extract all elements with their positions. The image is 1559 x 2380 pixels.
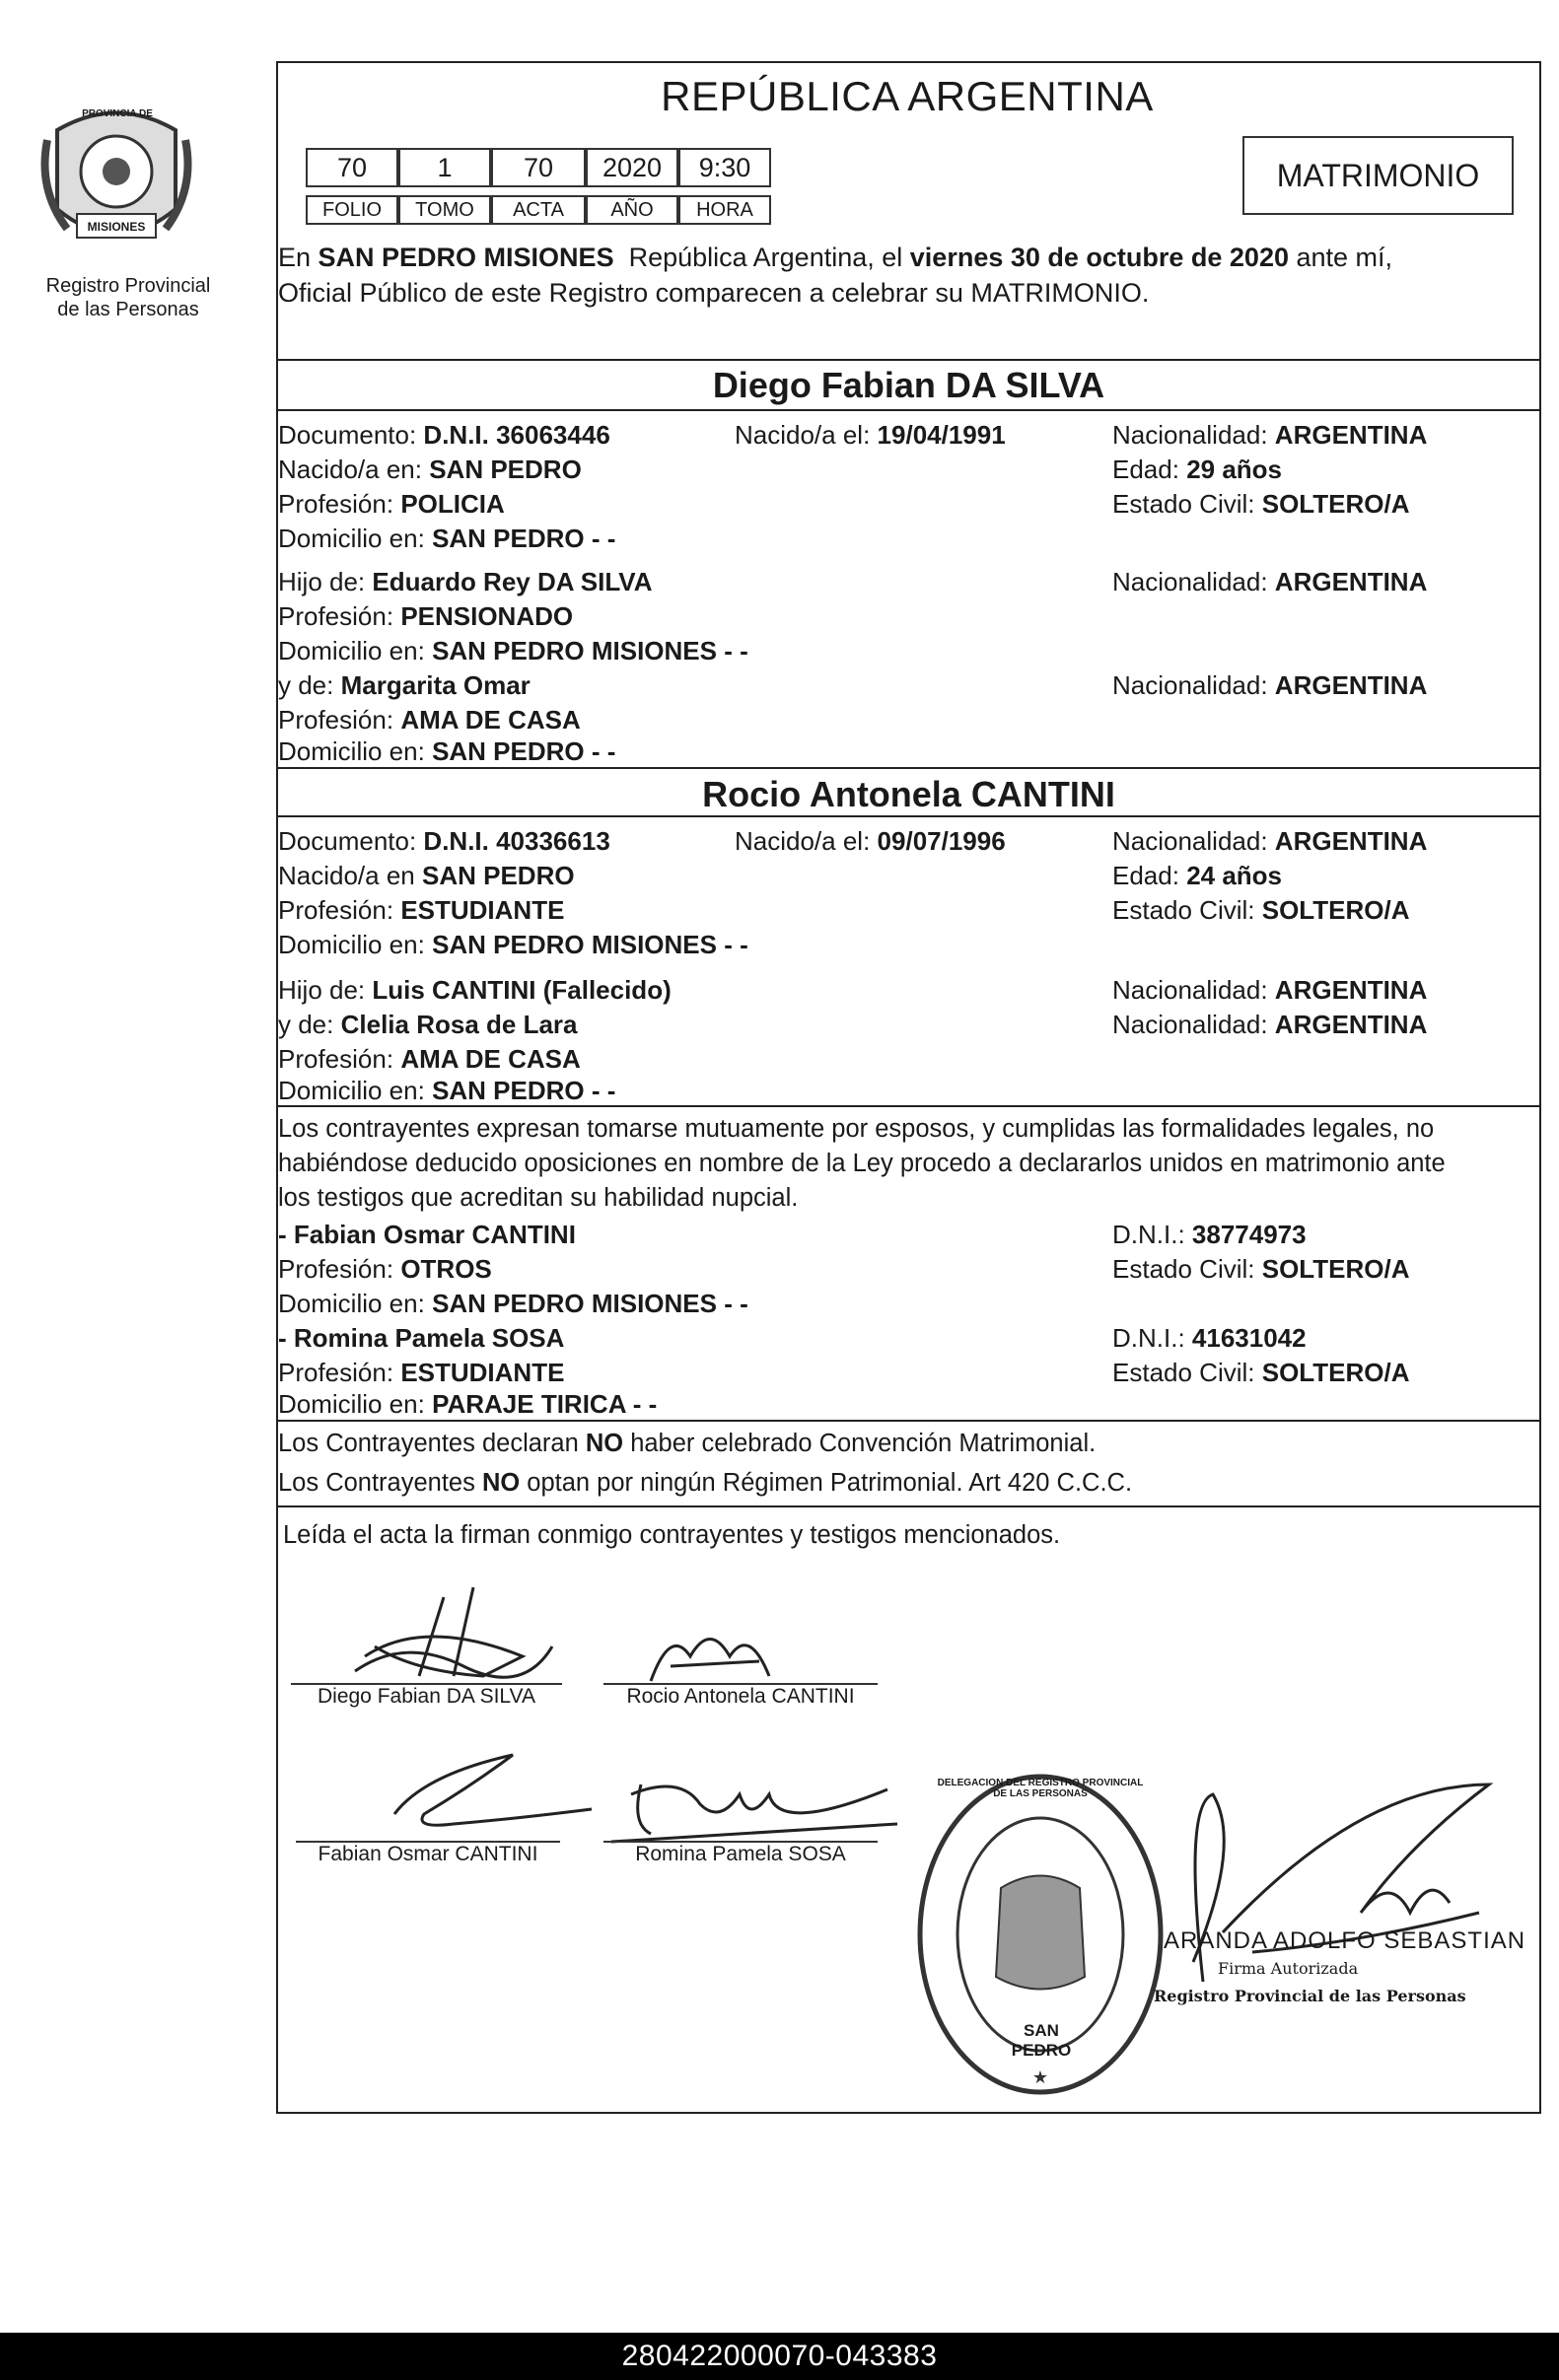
witness1-signature: [365, 1735, 602, 1834]
field-value: ESTUDIANTE: [400, 1358, 565, 1387]
folio-label: FOLIO: [306, 195, 398, 225]
groom-civil-status: [1112, 487, 1409, 521]
field-value: PARAJE TIRICA - -: [432, 1389, 658, 1419]
field-value: Margarita Omar: [340, 670, 531, 700]
witness1-profession: [278, 1252, 492, 1286]
bride-documento: [278, 824, 610, 858]
field-label: Nacido/a en:: [278, 455, 422, 484]
field-value: ARGENTINA: [1274, 826, 1428, 856]
intro-place: SAN PEDRO MISIONES: [318, 243, 614, 272]
act-type-box: MATRIMONIO: [1242, 136, 1514, 215]
witness2-signature-label: Romina Pamela SOSA: [635, 1843, 846, 1865]
intro-text: ante mí,: [1288, 243, 1393, 272]
field-label: Domicilio en:: [278, 930, 425, 959]
field-value: 41631042: [1191, 1323, 1307, 1353]
field-value: SAN PEDRO MISIONES - -: [432, 930, 748, 959]
field-value: SOLTERO/A: [1261, 489, 1410, 519]
bride-signature: [631, 1617, 789, 1691]
bride-father-nationality: [1112, 973, 1427, 1007]
groom-age: [1112, 453, 1282, 486]
field-label: Domicilio en:: [278, 1289, 425, 1318]
hora-value: 9:30: [678, 148, 771, 187]
field-value: SOLTERO/A: [1261, 1358, 1410, 1387]
country-title: REPÚBLICA ARGENTINA: [661, 73, 1154, 119]
field-label: Nacido/a el:: [735, 826, 871, 856]
witness1-dni: [1112, 1218, 1307, 1251]
witness2-civil-status: [1112, 1356, 1409, 1389]
witness1-name: - Fabian Osmar CANTINI: [278, 1220, 576, 1249]
convention-line2: [278, 1466, 1132, 1500]
field-label: Nacionalidad:: [1112, 1010, 1268, 1039]
convention-text: optan por ningún Régimen Patrimonial. Art 420 C.C.C.: [520, 1469, 1133, 1497]
field-value: AMA DE CASA: [400, 705, 581, 735]
field-label: Estado Civil:: [1112, 895, 1255, 925]
field-value: ARGENTINA: [1274, 670, 1428, 700]
declaration-line2: habiéndose deducido oposiciones en nombre de la Ley procedo a declararlos unidos en matrimonio ante: [278, 1150, 1446, 1177]
field-label: Nacionalidad:: [1112, 975, 1268, 1005]
stamp-ring-text: DELEGACION DEL REGISTRO PROVINCIAL DE LAS PERSONAS: [937, 1778, 1144, 1799]
bride-mother-nationality: [1112, 1008, 1427, 1041]
field-label: Profesión:: [278, 1358, 394, 1387]
intro-line1: [278, 241, 1392, 274]
bride-mother: [278, 1008, 578, 1041]
field-label: Hijo de:: [278, 975, 366, 1005]
field-label: Nacionalidad:: [1112, 826, 1268, 856]
field-value: D.N.I. 36063446: [423, 420, 610, 450]
witness1-civil-status: [1112, 1252, 1409, 1286]
field-value: SAN PEDRO - -: [432, 524, 616, 553]
convention-line1: [278, 1427, 1096, 1460]
bride-civil-status: [1112, 893, 1409, 927]
witness1-signature-label: Fabian Osmar CANTINI: [318, 1843, 538, 1865]
stamp-inner-text: SAN PEDRO: [1011, 2021, 1072, 2060]
registry-logo: [37, 101, 195, 258]
bride-profession: [278, 893, 564, 927]
groom-birthdate: [735, 418, 1006, 452]
divider: [276, 815, 1541, 817]
document-code: 280422000070-043383: [0, 2333, 1559, 2380]
field-label: Profesión:: [278, 705, 394, 735]
field-value: SAN PEDRO: [429, 455, 582, 484]
field-label: Edad:: [1112, 455, 1179, 484]
groom-birthplace: [278, 453, 582, 486]
divider: [276, 409, 1541, 411]
field-label: Documento:: [278, 420, 417, 450]
field-label: Estado Civil:: [1112, 1358, 1255, 1387]
field-value: PENSIONADO: [400, 601, 574, 631]
field-label: Domicilio en:: [278, 636, 425, 665]
official-title: Firma Autorizada: [1218, 1959, 1359, 1978]
official-stamp: [912, 1770, 1169, 2100]
intro-date: viernes 30 de octubre de 2020: [909, 243, 1289, 272]
field-value: SOLTERO/A: [1261, 1254, 1410, 1284]
field-value: POLICIA: [400, 489, 505, 519]
field-value: 24 años: [1186, 861, 1283, 890]
field-label: Nacido/a el:: [735, 420, 871, 450]
field-label: Nacido/a en: [278, 861, 415, 890]
field-value: OTROS: [400, 1254, 492, 1284]
convention-text: Los Contrayentes: [278, 1469, 482, 1497]
groom-father: [278, 565, 653, 598]
folio-value: 70: [306, 148, 398, 187]
logo-bottom-text: MISIONES: [87, 220, 146, 234]
field-value: ESTUDIANTE: [400, 895, 565, 925]
bride-signature-label: Rocio Antonela CANTINI: [626, 1685, 855, 1708]
field-value: SAN PEDRO MISIONES - -: [432, 636, 748, 665]
convention-emphasis: NO: [481, 1469, 521, 1497]
field-label: Estado Civil:: [1112, 489, 1255, 519]
registry-caption-line2: de las Personas: [57, 299, 199, 320]
groom-name: Diego Fabian DA SILVA: [712, 365, 1105, 405]
acta-value: 70: [491, 148, 586, 187]
field-value: Luis CANTINI (Fallecido): [372, 975, 672, 1005]
groom-mother-address: [278, 737, 615, 765]
groom-father-nationality: [1112, 565, 1427, 598]
witness2-name: - Romina Pamela SOSA: [278, 1323, 565, 1353]
bride-age: [1112, 859, 1282, 892]
tomo-value: 1: [398, 148, 491, 187]
divider: [276, 359, 1541, 361]
intro-text: En: [278, 243, 319, 272]
field-label: Documento:: [278, 826, 417, 856]
official-name: ARANDA ADOLFO SEBASTIAN: [1164, 1927, 1526, 1954]
field-value: AMA DE CASA: [400, 1044, 581, 1074]
groom-signature: [325, 1577, 582, 1686]
official-office: Registro Provincial de las Personas: [1154, 1987, 1466, 2005]
groom-father-profession: [278, 599, 573, 633]
field-label: Hijo de:: [278, 567, 366, 596]
logo-top-text: PROVINCIA DE: [82, 108, 153, 119]
field-value: SAN PEDRO MISIONES - -: [432, 1289, 748, 1318]
witness2-dni: [1112, 1321, 1307, 1355]
field-value: ARGENTINA: [1274, 567, 1428, 596]
divider: [276, 1420, 1541, 1422]
field-label: Edad:: [1112, 861, 1179, 890]
intro-text: República Argentina, el: [613, 243, 910, 272]
bride-nationality: [1112, 824, 1427, 858]
field-value: ARGENTINA: [1274, 420, 1428, 450]
declaration-line3: los testigos que acreditan su habilidad nupcial.: [278, 1184, 799, 1212]
field-label: Domicilio en:: [278, 1076, 425, 1105]
field-label: Profesión:: [278, 1044, 394, 1074]
groom-mother: [278, 668, 531, 702]
bride-birthplace: [278, 859, 575, 892]
field-value: SAN PEDRO - -: [432, 1076, 616, 1105]
bride-address: [278, 928, 748, 961]
svg-text:★: ★: [1031, 2067, 1049, 2088]
groom-mother-nationality: [1112, 668, 1427, 702]
convention-emphasis: NO: [585, 1430, 624, 1457]
field-label: D.N.I.:: [1112, 1220, 1185, 1249]
field-label: y de:: [278, 670, 334, 700]
field-label: Profesión:: [278, 601, 394, 631]
groom-profession: [278, 487, 505, 521]
field-label: Estado Civil:: [1112, 1254, 1255, 1284]
field-value: ARGENTINA: [1274, 975, 1428, 1005]
hora-label: HORA: [678, 195, 771, 225]
anio-value: 2020: [586, 148, 678, 187]
witness2-profession: [278, 1356, 564, 1389]
field-value: SAN PEDRO - -: [432, 736, 616, 766]
bride-mother-profession: [278, 1042, 581, 1076]
groom-nationality: [1112, 418, 1427, 452]
field-label: Domicilio en:: [278, 524, 425, 553]
bride-father: [278, 973, 672, 1007]
field-value: 19/04/1991: [877, 420, 1006, 450]
closing-text: Leída el acta la firman conmigo contrayentes y testigos mencionados.: [283, 1521, 1061, 1549]
field-label: Nacionalidad:: [1112, 567, 1268, 596]
divider: [276, 1505, 1541, 1507]
field-label: Nacionalidad:: [1112, 420, 1268, 450]
field-value: 38774973: [1191, 1220, 1307, 1249]
field-value: Clelia Rosa de Lara: [340, 1010, 578, 1039]
convention-text: haber celebrado Convención Matrimonial.: [623, 1430, 1097, 1457]
declaration-line1: Los contrayentes expresan tomarse mutuamente por esposos, y cumplidas las formalidades legales, no: [278, 1115, 1435, 1143]
field-value: SOLTERO/A: [1261, 895, 1410, 925]
bride-name: Rocio Antonela CANTINI: [702, 774, 1115, 814]
field-label: Domicilio en:: [278, 736, 425, 766]
witness2-address: [278, 1390, 657, 1418]
field-label: Profesión:: [278, 895, 394, 925]
groom-documento: [278, 418, 610, 452]
registry-caption: [20, 274, 237, 321]
divider: [276, 1105, 1541, 1107]
field-value: 09/07/1996: [877, 826, 1006, 856]
field-label: Profesión:: [278, 489, 394, 519]
field-label: Domicilio en:: [278, 1389, 425, 1419]
witness1-address: [278, 1287, 748, 1320]
field-value: 29 años: [1186, 455, 1283, 484]
bride-mother-address: [278, 1077, 615, 1104]
intro-line2: Oficial Público de este Registro comparecen a celebrar su MATRIMONIO.: [278, 278, 1150, 308]
bride-birthdate: [735, 824, 1006, 858]
groom-father-address: [278, 634, 748, 667]
field-label: Nacionalidad:: [1112, 670, 1268, 700]
acta-label: ACTA: [491, 195, 586, 225]
groom-mother-profession: [278, 703, 581, 736]
field-label: y de:: [278, 1010, 334, 1039]
registry-caption-line1: Registro Provincial: [45, 275, 211, 297]
groom-address: [278, 522, 615, 555]
field-label: Profesión:: [278, 1254, 394, 1284]
field-label: D.N.I.:: [1112, 1323, 1185, 1353]
field-value: SAN PEDRO: [422, 861, 575, 890]
divider: [276, 767, 1541, 769]
field-value: ARGENTINA: [1274, 1010, 1428, 1039]
field-value: D.N.I. 40336613: [423, 826, 610, 856]
convention-text: Los Contrayentes declaran: [278, 1430, 586, 1457]
groom-signature-label: Diego Fabian DA SILVA: [317, 1685, 535, 1708]
anio-label: AÑO: [586, 195, 678, 225]
tomo-label: TOMO: [398, 195, 491, 225]
field-value: Eduardo Rey DA SILVA: [372, 567, 653, 596]
